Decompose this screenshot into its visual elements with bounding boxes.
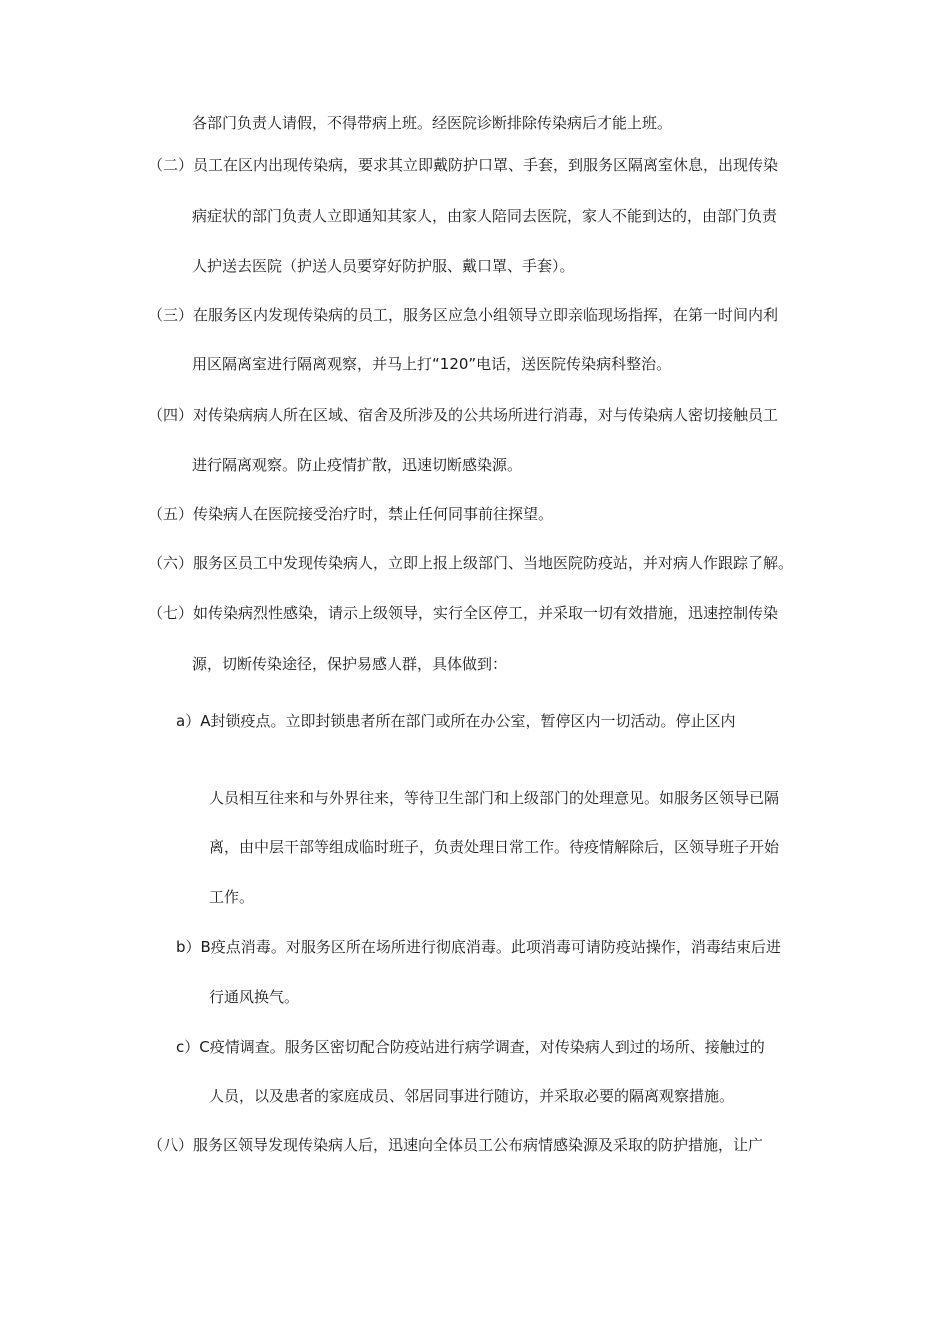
text-line: （七）如传染病烈性感染，请示上级领导，实行全区停工，并采取一切有效措施，迅速控制传染 [148,604,779,622]
text-line: 人护送去医院（护送人员要穿好防护服、戴口罩、手套）。 [192,257,575,275]
text-line: c）C疫情调查。服务区密切配合防疫站进行病学调查，对传染病人到过的场所、接触过的 [176,1038,765,1056]
text-line: 行通风换气。 [209,988,300,1006]
text-line: （二）员工在区内出现传染病，要求其立即戴防护口罩、手套，到服务区隔离室休息，出现传染 [148,156,779,174]
text-line: （六）服务区员工中发现传染病人，立即上报上级部门、当地医院防疫站，并对病人作跟踪了解。 [148,554,794,572]
text-line: 源，切断传染途径，保护易感人群，具体做到： [192,655,508,673]
text-line: a）A封锁疫点。立即封锁患者所在部门或所在办公室，暂停区内一切活动。停止区内 [176,712,736,730]
text-line: （五）传染病人在医院接受治疗时，禁止任何同事前往探望。 [148,505,554,523]
text-line: 人员，以及患者的家庭成员、邻居同事进行随访，并采取必要的隔离观察措施。 [209,1087,735,1105]
text-line: （八）服务区领导发现传染病人后，迅速向全体员工公布病情感染源及采取的防护措施，让广 [148,1136,764,1154]
text-line: 病症状的部门负责人立即通知其家人，由家人陪同去医院，家人不能到达的，由部门负责 [192,207,778,225]
text-line: 用区隔离室进行隔离观察，并马上打“120”电话，送医院传染病科整治。 [192,355,672,373]
text-line: 工作。 [209,888,255,906]
text-line: （三）在服务区内发现传染病的员工，服务区应急小组领导立即亲临现场指挥，在第一时间内利 [148,306,779,324]
text-line: 离，由中层干部等组成临时班子，负责处理日常工作。待疫情解除后，区领导班子开始 [209,838,780,856]
text-line: b）B疫点消毒。对服务区所在场所进行彻底消毒。此项消毒可请防疫站操作，消毒结束后进 [176,938,781,956]
text-line: （四）对传染病病人所在区域、宿舍及所涉及的公共场所进行消毒，对与传染病人密切接触员工 [148,406,779,424]
text-line: 各部门负责人请假，不得带病上班。经医院诊断排除传染病后才能上班。 [192,114,673,132]
text-line: 进行隔离观察。防止疫情扩散，迅速切断感染源。 [192,456,523,474]
text-line: 人员相互往来和与外界往来，等待卫生部门和上级部门的处理意见。如服务区领导已隔 [209,789,780,807]
